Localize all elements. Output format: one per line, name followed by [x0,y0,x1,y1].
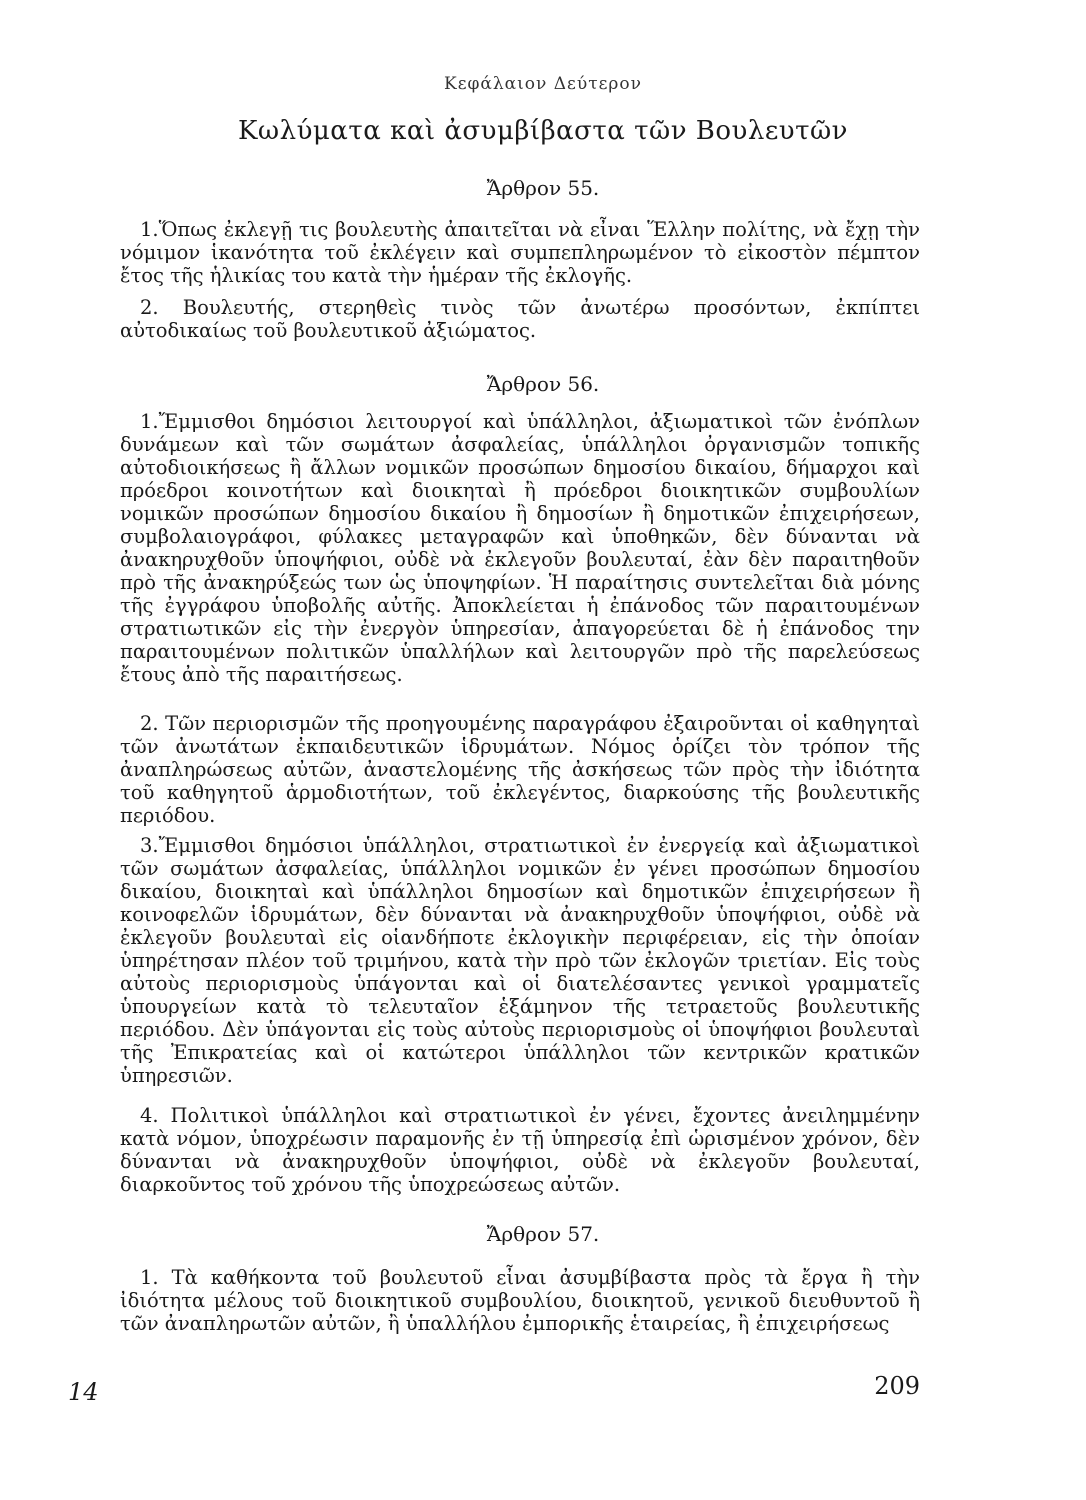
page-number: 209 [874,1372,920,1400]
signature-mark: 14 [68,1378,99,1406]
article-56-paragraph-4: 4. Πολιτικοὶ ὑπάλληλοι καὶ στρατιωτικοὶ ἐν γένει, ἔχοντες ἀνειλημμένην κατὰ νόμον, ὑποχρέωσιν παραμονῆς ἐν τῇ ὑπηρεσίᾳ ἐπὶ ὡρισμένον χρόνον, δὲν δύνανται νὰ ἀνακηρυχθοῦν ὑποψήφιοι, οὐδὲ νὰ ἐκλεγοῦν βουλευταί, διαρκοῦντος τοῦ χρόνου τῆς ὑποχρεώσεως αὐτῶν. [120,1104,920,1196]
article-56-heading: Ἄρθρον 56. [486,372,600,396]
article-56-paragraph-2: 2. Τῶν περιορισμῶν τῆς προηγουμένης παραγράφου ἐξαιροῦνται οἱ καθηγηταὶ τῶν ἀνωτάτων ἐκπαιδευτικῶν ἱδρυμάτων. Νόμος ὁρίζει τὸν τρόπον τῆς ἀναπληρώσεως αὐτῶν, ἀναστελομένης τῆς ἀσκήσεως τῶν πρὸς τὴν ἰδιότητα τοῦ καθηγητοῦ ἁρμοδιοτήτων, τοῦ ἐκλεγέντος, διαρκούσης τῆς βουλευτικῆς περιόδου. [120,712,920,827]
article-57-heading: Ἄρθρον 57. [486,1222,600,1246]
article-55-heading: Ἄρθρον 55. [486,176,600,200]
chapter-heading: Κεφάλαιον Δεύτερον [444,74,642,94]
article-57-paragraph-1: 1. Τὰ καθήκοντα τοῦ βουλευτοῦ εἶναι ἀσυμβίβαστα πρὸς τὰ ἔργα ἢ τὴν ἰδιότητα μέλους τοῦ διοικητικοῦ συμβουλίου, διοικητοῦ, γενικοῦ διευθυντοῦ ἢ τῶν ἀναπληρωτῶν αὐτῶν, ἢ ὑπαλλήλου ἐμπορικῆς ἑταιρείας, ἢ ἐπιχειρήσεως [120,1266,920,1335]
article-56-paragraph-3: 3.Ἔμμισθοι δημόσιοι ὑπάλληλοι, στρατιωτικοὶ ἐν ἐνεργείᾳ καὶ ἀξιωματικοὶ τῶν σωμάτων ἀσφαλείας, ὑπάλληλοι νομικῶν ἐν γένει προσώπων δημοσίου δικαίου, διοικηταὶ καὶ ὑπάλληλοι δημοσίων καὶ δημοτικῶν ἐπιχειρήσεων ἢ κοινοφελῶν ἱδρυμάτων, δὲν δύνανται νὰ ἀνακηρυχθοῦν ὑποψήφιοι, οὐδὲ νὰ ἐκλεγοῦν βουλευταὶ εἰς οἱανδήποτε ἐκλογικὴν περιφέρειαν, εἰς τὴν ὁποίαν ὑπηρέτησαν πλέον τοῦ τριμήνου, κατὰ τὴν πρὸ τῶν ἐκλογῶν τριετίαν. Εἰς τοὺς αὐτοὺς περιορισμοὺς ὑπάγονται καὶ οἱ διατελέσαντες γενικοὶ γραμματεῖς ὑπουργείων κατὰ τὸ τελευταῖον ἑξάμηνον τῆς τετραετοῦς βουλευτικῆς περιόδου. Δὲν ὑπάγονται εἰς τοὺς αὐτοὺς περιορισμοὺς οἱ ὑποψήφιοι βουλευταὶ τῆς Ἐπικρατείας καὶ οἱ κατώτεροι ὑπάλληλοι τῶν κεντρικῶν κρατικῶν ὑπηρεσιῶν. [120,834,920,1087]
section-title: Κωλύματα καὶ ἀσυμβίβαστα τῶν Βουλευτῶν [238,116,848,146]
article-55-paragraph-2: 2. Βουλευτής, στερηθεὶς τινὸς τῶν ἀνωτέρω προσόντων, ἐκπίπτει αὐτοδικαίως τοῦ βουλευτικοῦ ἀξιώματος. [120,296,920,342]
article-55-paragraph-1: 1.Ὅπως ἐκλεγῇ τις βουλευτὴς ἀπαιτεῖται νὰ εἶναι Ἕλλην πολίτης, νὰ ἔχῃ τὴν νόμιμον ἱκανότητα τοῦ ἐκλέγειν καὶ συμπεπληρωμένον τὸ εἰκοστὸν πέμπτον ἔτος τῆς ἡλικίας του κατὰ τὴν ἡμέραν τῆς ἐκλογῆς. [120,218,920,287]
article-56-paragraph-1: 1.Ἔμμισθοι δημόσιοι λειτουργοί καὶ ὑπάλληλοι, ἀξιωματικοὶ τῶν ἐνόπλων δυνάμεων καὶ τῶν σωμάτων ἀσφαλείας, ὑπάλληλοι ὀργανισμῶν τοπικῆς αὐτοδιοικήσεως ἢ ἄλλων νομικῶν προσώπων δημοσίου δικαίου, δήμαρχοι καὶ πρόεδροι κοινοτήτων καὶ διοικηταὶ ἢ πρόεδροι διοικητικῶν συμβουλίων νομικῶν προσώπων δημοσίου δικαίου ἢ δημοσίων ἢ δημοτικῶν ἐπιχειρήσεων, συμβολαιογράφοι, φύλακες μεταγραφῶν καὶ ὑποθηκῶν, δὲν δύνανται νὰ ἀνακηρυχθοῦν ὑποψήφιοι, οὐδὲ νὰ ἐκλεγοῦν βουλευταί, ἐὰν δὲν παραιτηθοῦν πρὸ τῆς ἀνακηρύξεώς των ὡς ὑποψηφίων. Ἡ παραίτησις συντελεῖται διὰ μόνης τῆς ἐγγράφου ὑποβολῆς αὐτῆς. Ἀποκλείεται ἡ ἐπάνοδος τῶν παραιτουμένων στρατιωτικῶν εἰς τὴν ἐνεργὸν ὑπηρεσίαν, ἀπαγορεύεται δὲ ἡ ἐπάνοδος την παραιτουμένων πολιτικῶν ὑπαλλήλων καὶ λειτουργῶν πρὸ τῆς παρελεύσεως ἔτους ἀπὸ τῆς παραιτήσεως. [120,410,920,686]
